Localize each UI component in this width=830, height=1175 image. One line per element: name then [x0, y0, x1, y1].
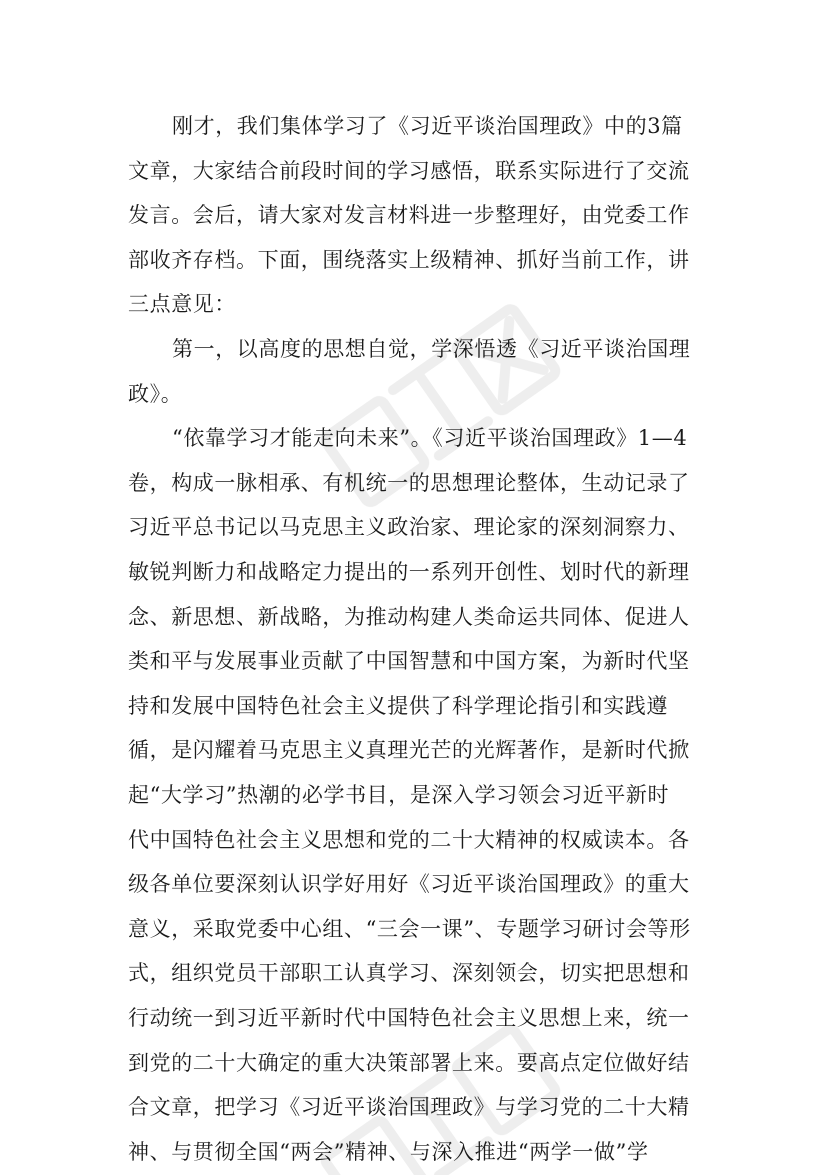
text-line: 起“大学习”热潮的必学书目，是深入学习领会习近平新时	[128, 783, 670, 807]
text-line: 类和平与发展事业贡献了中国智慧和中国方案，为新时代坚	[128, 649, 690, 674]
text-line: 刚才，我们集体学习了《习近平谈治国理政》中的3篇	[172, 114, 683, 138]
text-line: 行动统一到习近平新时代中国特色社会主义思想上来，统一	[128, 1006, 690, 1030]
text-line: “依靠学习才能走向未来”。《习近平谈治国理政》1—4	[172, 426, 688, 451]
text-line: 敏锐判断力和战略定力提出的一系列开创性、划时代的新理	[128, 560, 690, 584]
text-line: 式，组织党员干部职工认真学习、深刻领会，切实把思想和	[128, 961, 690, 986]
text-line: 意义，采取党委中心组、“三会一课”、专题学习研讨会等形	[128, 916, 691, 941]
text-line: 文章，大家结合前段时间的学习感悟，联系实际进行了交流	[128, 158, 690, 183]
text-line: 神、与贯彻全国“两会”精神、与深入推进“两学一做”学	[128, 1139, 649, 1164]
text-line: 持和发展中国特色社会主义提供了科学理论指引和实践遵	[128, 693, 668, 718]
text-line: 三点意见：	[128, 292, 236, 317]
text-line: 代中国特色社会主义思想和党的二十大精神的权威读本。各	[128, 827, 690, 852]
section-heading: 第一，以高度的思想自觉，学深悟透《习近平谈治国理	[172, 337, 691, 361]
text-line: 念、新思想、新战略，为推动构建人类命运共同体、促进人	[128, 604, 690, 629]
text-line: 卷，构成一脉相承、有机统一的思想理论整体，生动记录了	[128, 470, 690, 495]
text-line: 习近平总书记以马克思主义政治家、理论家的深刻洞察力、	[128, 515, 690, 540]
text-line: 发言。会后，请大家对发言材料进一步整理好，由党委工作	[128, 203, 690, 228]
text-line: 级各单位要深刻认识学好用好《习近平谈治国理政》的重大	[128, 872, 690, 897]
text-line: 合文章，把学习《习近平谈治国理政》与学习党的二十大精	[128, 1095, 690, 1120]
section-heading: 政》。	[128, 381, 183, 406]
text-line: 部收齐存档。下面，围绕落实上级精神、抓好当前工作，讲	[128, 247, 690, 272]
text-line: 循，是闪耀着马克思主义真理光芒的光辉著作，是新时代掀	[128, 738, 690, 763]
text-line: 到党的二十大确定的重大决策部署上来。要高点定位做好结	[128, 1050, 690, 1075]
